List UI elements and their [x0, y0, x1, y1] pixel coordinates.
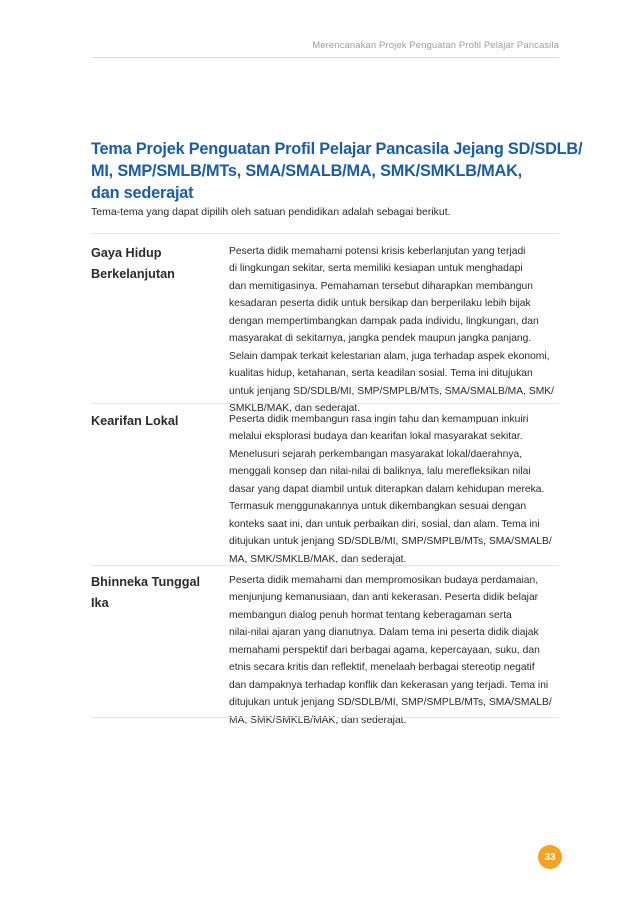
theme-name: [91, 411, 216, 432]
description-line: MA, SMK/SMKLB/MAK, dan sederajat.: [229, 714, 407, 726]
description-line: memahami perspektif dari berbagai agama, kepercayaan, suku, dan: [229, 644, 540, 656]
section-title-line: dan sederajat: [91, 184, 194, 202]
description-line: Peserta didik memahami dan mempromosikan budaya perdamaian,: [229, 575, 539, 586]
description-line: ditujukan untuk jenjang SD/SDLB/MI, SMP/SMPLB/MTs, SMA/SMALB/: [229, 536, 552, 548]
description-line: menjunjung kemanusiaan, dan anti kekerasan. Peserta didik belajar: [229, 592, 539, 604]
theme-description: [229, 572, 552, 729]
table-row-divider: [91, 565, 559, 566]
theme-name-line: Ika: [91, 595, 109, 610]
description-line: Termasuk menggunakannya untuk dikembangkan sesuai dengan: [229, 501, 527, 513]
description-line: Peserta didik memahami potensi krisis keberlanjutan yang terjadi: [229, 246, 526, 257]
theme-row-gaya-hidup-berkelanjutan: [91, 243, 559, 415]
table-row-divider: [91, 403, 559, 404]
section-title-line: MI, SMP/SMLB/MTs, SMA/SMALB/MA, SMK/SMKLB/MAK,: [91, 162, 522, 180]
theme-row-bhinneka-tunggal-ika: [91, 572, 559, 726]
theme-description: [229, 411, 552, 568]
description-line: MA, SMK/SMKLB/MAK, dan sederajat.: [229, 553, 407, 565]
description-line: kualitas hidup, ketahanan, serta keadilan sosial. Tema ini ditujukan: [229, 368, 533, 380]
description-line: dengan mempertimbangkan dampak pada individu, lingkungan, dan: [229, 315, 539, 327]
theme-name-line: Berkelanjutan: [91, 266, 175, 281]
intro-text: Tema-tema yang dapat dipilih oleh satuan pendidikan adalah sebagai berikut.: [91, 206, 451, 218]
description-line: dasar yang dapat diambil untuk diterapkan dalam kehidupan mereka.: [229, 483, 545, 495]
description-line: Peserta didik membangun rasa ingin tahu dan kemampuan inkuiri: [229, 414, 529, 425]
theme-name-line: Bhinneka Tunggal: [91, 575, 201, 589]
description-line: Selain dampak terkait kelestarian alam, juga terhadap aspek ekonomi,: [229, 350, 550, 362]
description-line: menggali konsep dan nilai-nilai di baliknya, lalu merefleksikan nilai: [229, 466, 531, 478]
page-number-badge: 33: [538, 845, 562, 869]
theme-name: [91, 572, 216, 613]
description-line: dan dampaknya terhadap konflik dan kekerasan yang terjadi. Tema ini: [229, 679, 549, 691]
description-line: konteks saat ini, dan untuk perbaikan diri, sosial, dan alam. Tema ini: [229, 518, 540, 530]
description-line: Menelusuri sejarah perkembangan masyarakat lokal/daerahnya,: [229, 448, 523, 460]
description-line: dan memitigasinya. Pemahaman tersebut diharapkan membangun: [229, 280, 533, 292]
description-line: kesadaran peserta didik untuk bersikap dan berperilaku lebih bijak: [229, 298, 531, 310]
description-line: melalui eksplorasi budaya dan kearifan lokal masyarakat sekitar.: [229, 431, 523, 443]
header-divider: [91, 57, 559, 58]
description-line: SMKLB/MAK, dan sederajat.: [229, 403, 361, 415]
description-line: ditujukan untuk jenjang SD/SDLB/MI, SMP/SMPLB/MTs, SMA/SMALB/: [229, 697, 552, 709]
theme-row-kearifan-lokal: [91, 411, 559, 565]
running-header: Merencanakan Projek Penguatan Profil Pelajar Pancasila: [312, 40, 559, 51]
theme-name: [91, 243, 216, 284]
description-line: masyarakat di sekitarnya, jangka pendek maupun jangka panjang.: [229, 333, 532, 345]
section-title: [91, 138, 583, 204]
theme-name-line: Gaya Hidup: [91, 246, 162, 260]
theme-description: [229, 243, 554, 418]
theme-name-line: Kearifan Lokal: [91, 414, 179, 428]
description-line: untuk jenjang SD/SDLB/MI, SMP/SMPLB/MTs, SMA/SMALB/MA, SMK/: [229, 385, 555, 397]
description-line: di lingkungan sekitar, serta memiliki kesiapan untuk menghadapi: [229, 263, 523, 275]
description-line: nilai-nilai ajaran yang dianutnya. Dalam tema ini peserta didik diajak: [229, 627, 539, 639]
description-line: membangun dialog penuh hormat tentang keberagaman serta: [229, 609, 512, 621]
section-title-line: Tema Projek Penguatan Profil Pelajar Pancasila Jejang SD/SDLB/: [91, 140, 583, 158]
description-line: etnis secara kritis dan reflektif, menelaah berbagai stereotip negatif: [229, 662, 535, 674]
table-bottom-divider: [91, 717, 559, 718]
table-top-divider: [91, 233, 559, 234]
